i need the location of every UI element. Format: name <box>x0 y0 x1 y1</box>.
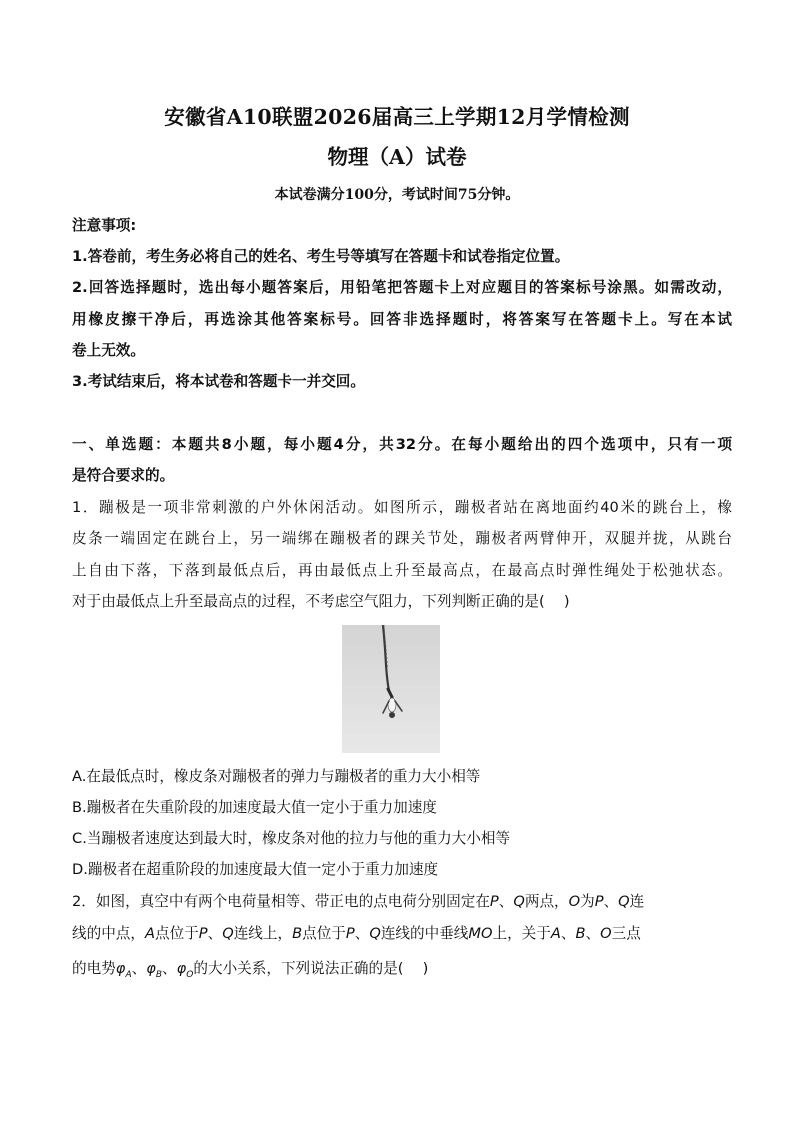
q1-option-d: D.蹦极者在超重阶段的加速度最大值一定小于重力加速度 <box>72 861 439 878</box>
bungee-photo <box>342 625 440 753</box>
q2-stem-line-3: 的电势$\varphi_A$、$\varphi_B$、$\varphi_O$的大小关系，下列说法正确的是( ) <box>72 960 429 980</box>
notice-item-1: 1.答卷前，考生务必将自己的姓名、考生号等填写在答题卡和试卷指定位置。 <box>72 248 570 265</box>
exam-title: 安徽省A10联盟2026届高三上学期12月学情检测 <box>164 105 630 129</box>
q1-stem-line-3: 上自由下落，下落到最低点后，再由最低点上升至最高点，在最高点时弹性绳处于松弛状态。 <box>72 562 732 579</box>
q1-stem-line-4: 对于由最低点上升至最高点的过程，不考虑空气阻力，下列判断正确的是( ) <box>72 593 570 610</box>
notice-item-2-end: 卷上无效。 <box>72 342 145 359</box>
exam-subtitle: 物理（A）试卷 <box>327 145 467 169</box>
q1-stem-line-2: 皮条一端固定在跳台上，另一端绑在蹦极者的踝关节处，蹦极者两臂伸开，双腿并拢，从跳台 <box>72 530 732 547</box>
q1-stem-line-1: 1．蹦极是一项非常刺激的户外休闲活动。如图所示，蹦极者站在离地面约40米的跳台上，橡 <box>72 499 732 516</box>
notice-item-2: 2.回答选择题时，选出每小题答案后，用铅笔把答题卡上对应题目的答案标号涂黑。如需改动， <box>72 279 732 296</box>
notice-item-2-cont: 用橡皮擦干净后，再选涂其他答案标号。回答非选择题时，将答案写在答题卡上。写在本试 <box>72 311 732 328</box>
section-heading: 一、单选题：本题共8小题，每小题4分，共32分。在每小题给出的四个选项中，只有一项 <box>72 436 732 453</box>
q1-option-c: C.当蹦极者速度达到最大时，橡皮条对他的拉力与他的重力大小相等 <box>72 830 511 847</box>
q1-option-a: A.在最低点时，橡皮条对蹦极者的弹力与蹦极者的重力大小相等 <box>72 768 481 785</box>
notice-item-3: 3.考试结束后，将本试卷和答题卡一并交回。 <box>72 373 365 390</box>
exam-info: 本试卷满分100分，考试时间75分钟。 <box>274 187 520 203</box>
notice-heading: 注意事项: <box>72 217 137 234</box>
q2-stem-line-2: 线的中点，A点位于P、Q连线上，B点位于P、Q连线的中垂线MO上，关于A、B、O三点 <box>72 925 641 942</box>
q1-option-b: B.蹦极者在失重阶段的加速度最大值一定小于重力加速度 <box>72 799 437 816</box>
section-heading-cont: 是符合要求的。 <box>72 467 175 484</box>
q2-stem-line-1: 2．如图，真空中有两个电荷量相等、带正电的点电荷分别固定在P、Q两点，O为P、Q连 <box>72 893 645 910</box>
